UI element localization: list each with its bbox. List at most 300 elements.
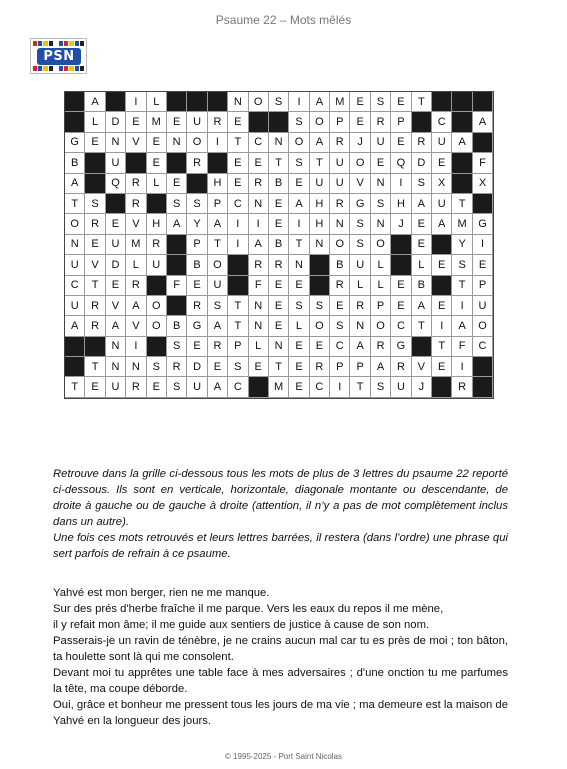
grid-letter: N	[249, 296, 269, 316]
grid-block	[228, 276, 248, 296]
grid-letter: J	[391, 214, 411, 234]
grid-letter: O	[147, 316, 167, 336]
grid-letter: E	[249, 357, 269, 377]
grid-letter: I	[208, 133, 228, 153]
grid-letter: E	[432, 153, 452, 173]
grid-letter: D	[187, 357, 207, 377]
grid-block	[85, 153, 105, 173]
grid-letter: D	[106, 112, 126, 132]
grid-letter: G	[391, 337, 411, 357]
grid-letter: J	[350, 133, 370, 153]
grid-letter: E	[126, 112, 146, 132]
grid-letter: I	[473, 235, 493, 255]
grid-letter: I	[452, 357, 472, 377]
grid-letter: T	[452, 194, 472, 214]
grid-block	[65, 337, 85, 357]
grid-letter: E	[391, 133, 411, 153]
grid-letter: V	[126, 133, 146, 153]
grid-letter: C	[228, 377, 248, 397]
flag-icon	[64, 66, 68, 71]
grid-letter: F	[249, 276, 269, 296]
grid-letter: I	[330, 377, 350, 397]
flag-icon	[59, 41, 63, 46]
grid-letter: P	[208, 194, 228, 214]
grid-letter: V	[85, 255, 105, 275]
grid-letter: R	[391, 357, 411, 377]
grid-letter: O	[330, 235, 350, 255]
grid-letter: E	[350, 92, 370, 112]
grid-letter: L	[147, 174, 167, 194]
grid-letter: N	[350, 316, 370, 336]
grid-letter: E	[432, 255, 452, 275]
grid-letter: N	[249, 316, 269, 336]
psalm-line: Yahvé est mon berger, rien ne me manque.	[53, 587, 270, 599]
grid-letter: M	[126, 235, 146, 255]
flag-icon	[49, 66, 53, 71]
psalm-line: Sur des prés d'herbe fraîche il me parque. Vers les eaux du repos il me mène,	[53, 603, 444, 615]
grid-letter: C	[65, 276, 85, 296]
flag-icon	[38, 66, 42, 71]
grid-letter: A	[310, 92, 330, 112]
grid-block	[167, 235, 187, 255]
grid-letter: G	[187, 316, 207, 336]
grid-letter: E	[350, 112, 370, 132]
grid-letter: A	[452, 133, 472, 153]
grid-letter: N	[106, 337, 126, 357]
grid-letter: B	[412, 276, 432, 296]
grid-letter: R	[249, 255, 269, 275]
grid-letter: I	[228, 214, 248, 234]
grid-block	[473, 194, 493, 214]
grid-letter: Q	[106, 174, 126, 194]
grid-letter: F	[167, 276, 187, 296]
flag-icon	[69, 66, 73, 71]
grid-letter: S	[310, 296, 330, 316]
signal-flags-icon	[33, 41, 84, 46]
grid-letter: N	[371, 214, 391, 234]
grid-letter: N	[126, 357, 146, 377]
grid-letter: I	[228, 235, 248, 255]
grid-letter: S	[330, 316, 350, 336]
grid-letter: E	[289, 337, 309, 357]
grid-letter: N	[289, 255, 309, 275]
footer-copyright: © 1995-2025 - Port Saint Nicolas	[224, 752, 343, 761]
grid-letter: R	[330, 276, 350, 296]
grid-letter: E	[187, 276, 207, 296]
grid-letter: B	[269, 235, 289, 255]
grid-letter: R	[208, 337, 228, 357]
grid-block	[412, 112, 432, 132]
grid-letter: A	[310, 133, 330, 153]
grid-letter: R	[371, 337, 391, 357]
grid-letter: S	[228, 357, 248, 377]
grid-letter: I	[289, 214, 309, 234]
grid-letter: J	[412, 377, 432, 397]
grid-block	[473, 133, 493, 153]
grid-letter: U	[371, 133, 391, 153]
grid-letter: E	[85, 377, 105, 397]
grid-letter: A	[289, 194, 309, 214]
grid-letter: S	[371, 377, 391, 397]
grid-block	[473, 377, 493, 397]
flag-icon	[59, 66, 63, 71]
grid-letter: S	[289, 153, 309, 173]
grid-letter: O	[473, 316, 493, 336]
grid-letter: Y	[452, 235, 472, 255]
grid-letter: O	[289, 133, 309, 153]
grid-letter: D	[106, 255, 126, 275]
grid-letter: I	[289, 92, 309, 112]
grid-letter: N	[249, 194, 269, 214]
grid-letter: E	[147, 377, 167, 397]
flag-icon	[64, 41, 68, 46]
grid-letter: M	[452, 214, 472, 234]
grid-block	[208, 92, 228, 112]
grid-letter: C	[228, 194, 248, 214]
grid-letter: C	[432, 112, 452, 132]
grid-letter: R	[371, 112, 391, 132]
grid-letter: U	[106, 153, 126, 173]
grid-letter: E	[432, 357, 452, 377]
grid-letter: A	[371, 357, 391, 377]
grid-letter: A	[350, 337, 370, 357]
grid-letter: P	[330, 112, 350, 132]
grid-letter: B	[167, 316, 187, 336]
grid-letter: U	[432, 194, 452, 214]
grid-block	[167, 296, 187, 316]
grid-letter: R	[147, 235, 167, 255]
grid-letter: O	[310, 316, 330, 336]
grid-letter: C	[391, 316, 411, 336]
grid-block	[249, 112, 269, 132]
grid-letter: S	[371, 194, 391, 214]
flag-icon	[33, 41, 37, 46]
grid-letter: E	[147, 153, 167, 173]
grid-letter: V	[412, 357, 432, 377]
grid-letter: U	[106, 235, 126, 255]
grid-letter: A	[65, 174, 85, 194]
grid-letter: P	[228, 337, 248, 357]
grid-letter: A	[126, 296, 146, 316]
grid-block	[310, 276, 330, 296]
grid-letter: U	[65, 255, 85, 275]
grid-letter: E	[85, 133, 105, 153]
grid-block	[310, 255, 330, 275]
grid-letter: N	[269, 133, 289, 153]
grid-letter: L	[249, 337, 269, 357]
grid-letter: E	[289, 357, 309, 377]
flag-icon	[38, 41, 42, 46]
grid-letter: H	[147, 214, 167, 234]
grid-letter: T	[65, 194, 85, 214]
grid-letter: L	[147, 92, 167, 112]
grid-letter: E	[289, 276, 309, 296]
grid-block	[147, 337, 167, 357]
grid-letter: T	[289, 235, 309, 255]
grid-letter: R	[452, 377, 472, 397]
grid-letter: H	[310, 194, 330, 214]
grid-letter: R	[167, 357, 187, 377]
grid-letter: N	[310, 235, 330, 255]
grid-letter: O	[147, 296, 167, 316]
grid-letter: S	[350, 214, 370, 234]
flag-icon	[49, 41, 53, 46]
grid-letter: A	[249, 235, 269, 255]
grid-letter: E	[228, 112, 248, 132]
grid-block	[167, 92, 187, 112]
grid-letter: O	[65, 214, 85, 234]
grid-block	[391, 235, 411, 255]
grid-letter: Q	[391, 153, 411, 173]
grid-letter: N	[106, 357, 126, 377]
psalm-text	[53, 585, 508, 729]
grid-letter: N	[65, 235, 85, 255]
grid-letter: U	[391, 377, 411, 397]
grid-block	[167, 153, 187, 173]
grid-letter: P	[187, 235, 207, 255]
grid-letter: N	[167, 133, 187, 153]
grid-block	[126, 153, 146, 173]
grid-letter: T	[65, 377, 85, 397]
grid-block	[147, 276, 167, 296]
grid-letter: N	[228, 92, 248, 112]
grid-letter: A	[208, 316, 228, 336]
grid-letter: H	[391, 194, 411, 214]
grid-block	[412, 337, 432, 357]
grid-block	[65, 357, 85, 377]
grid-letter: E	[289, 377, 309, 397]
grid-letter: U	[187, 377, 207, 397]
grid-letter: R	[85, 316, 105, 336]
grid-letter: E	[391, 296, 411, 316]
grid-block	[187, 92, 207, 112]
grid-letter: I	[452, 296, 472, 316]
grid-letter: X	[432, 174, 452, 194]
grid-block	[473, 92, 493, 112]
grid-letter: S	[147, 357, 167, 377]
grid-letter: T	[228, 316, 248, 336]
flag-icon	[43, 41, 47, 46]
grid-letter: S	[371, 92, 391, 112]
grid-letter: U	[106, 377, 126, 397]
grid-letter: T	[350, 377, 370, 397]
grid-letter: S	[187, 194, 207, 214]
grid-letter: I	[126, 92, 146, 112]
grid-letter: P	[350, 357, 370, 377]
grid-letter: I	[432, 316, 452, 336]
grid-letter: U	[310, 174, 330, 194]
grid-block	[452, 112, 472, 132]
grid-letter: B	[330, 255, 350, 275]
instructions-paragraph: Une fois ces mots retrouvés et leurs lettres barrées, il restera (dans l’ordre) une phrase qui sert parfois de refrain à ce psaume.	[53, 532, 508, 560]
flag-icon	[54, 66, 58, 71]
grid-letter: L	[371, 276, 391, 296]
grid-letter: O	[371, 235, 391, 255]
word-search-grid	[64, 91, 494, 399]
grid-letter: G	[65, 133, 85, 153]
psalm-line: il y refait mon âme; il me guide aux sentiers de justice à cause de son nom.	[53, 619, 430, 631]
grid-letter: A	[167, 214, 187, 234]
grid-letter: A	[412, 194, 432, 214]
grid-letter: E	[391, 276, 411, 296]
grid-letter: R	[310, 357, 330, 377]
grid-letter: R	[330, 133, 350, 153]
grid-letter: U	[147, 255, 167, 275]
grid-letter: C	[473, 337, 493, 357]
grid-letter: N	[330, 214, 350, 234]
grid-letter: A	[208, 377, 228, 397]
grid-letter: E	[106, 276, 126, 296]
grid-letter: E	[432, 296, 452, 316]
grid-letter: R	[187, 153, 207, 173]
grid-letter: T	[412, 316, 432, 336]
grid-block	[65, 92, 85, 112]
grid-letter: S	[269, 92, 289, 112]
grid-letter: O	[187, 133, 207, 153]
grid-letter: A	[85, 92, 105, 112]
psalm-line: Devant moi tu apprêtes une table face à mes adversaires ; d'une onction tu me parfumes la tête, ma coupe déborde.	[53, 667, 508, 695]
grid-letter: R	[269, 255, 289, 275]
grid-letter: R	[85, 296, 105, 316]
grid-letter: S	[167, 194, 187, 214]
grid-letter: V	[350, 174, 370, 194]
grid-letter: R	[126, 194, 146, 214]
flag-icon	[75, 41, 79, 46]
grid-letter: R	[187, 296, 207, 316]
grid-letter: U	[187, 112, 207, 132]
grid-letter: R	[126, 174, 146, 194]
grid-letter: A	[412, 296, 432, 316]
psn-logo	[30, 38, 87, 74]
flag-icon	[54, 41, 58, 46]
grid-letter: E	[228, 174, 248, 194]
grid-letter: P	[371, 296, 391, 316]
grid-letter: A	[473, 112, 493, 132]
grid-block	[228, 255, 248, 275]
grid-block	[452, 174, 472, 194]
instructions	[53, 466, 508, 562]
grid-letter: O	[350, 153, 370, 173]
grid-letter: S	[412, 174, 432, 194]
grid-letter: V	[126, 214, 146, 234]
signal-flags-icon	[33, 66, 84, 71]
grid-letter: L	[371, 255, 391, 275]
grid-letter: E	[208, 357, 228, 377]
grid-block	[65, 112, 85, 132]
flag-icon	[43, 66, 47, 71]
grid-letter: R	[249, 174, 269, 194]
grid-letter: S	[289, 112, 309, 132]
grid-letter: E	[147, 133, 167, 153]
grid-block	[208, 153, 228, 173]
grid-block	[432, 276, 452, 296]
flag-icon	[75, 66, 79, 71]
grid-letter: E	[310, 337, 330, 357]
grid-letter: U	[350, 255, 370, 275]
grid-letter: G	[350, 194, 370, 214]
grid-letter: I	[249, 214, 269, 234]
grid-letter: A	[432, 214, 452, 234]
grid-letter: E	[371, 153, 391, 173]
grid-letter: E	[391, 92, 411, 112]
psalm-line: Passerais-je un ravin de ténèbre, je ne crains aucun mal car tu es près de moi ; ton bâton, ta houlette sont là qui me consolent.	[53, 635, 508, 663]
grid-letter: E	[187, 337, 207, 357]
grid-letter: U	[330, 174, 350, 194]
grid-letter: E	[473, 255, 493, 275]
grid-letter: U	[473, 296, 493, 316]
grid-letter: N	[269, 337, 289, 357]
grid-letter: T	[412, 92, 432, 112]
grid-block	[432, 92, 452, 112]
grid-letter: B	[187, 255, 207, 275]
grid-block	[106, 194, 126, 214]
grid-letter: L	[412, 255, 432, 275]
grid-letter: M	[269, 377, 289, 397]
grid-block	[85, 337, 105, 357]
grid-letter: F	[452, 337, 472, 357]
grid-letter: E	[412, 235, 432, 255]
grid-letter: R	[412, 133, 432, 153]
grid-letter: R	[330, 194, 350, 214]
grid-letter: N	[106, 133, 126, 153]
page-title: Psaume 22 – Mots mêlés	[215, 13, 352, 27]
grid-letter: T	[208, 235, 228, 255]
grid-letter: V	[126, 316, 146, 336]
grid-letter: C	[249, 133, 269, 153]
grid-letter: U	[65, 296, 85, 316]
grid-letter: L	[85, 112, 105, 132]
grid-block	[432, 235, 452, 255]
grid-letter: T	[228, 133, 248, 153]
grid-block	[106, 92, 126, 112]
grid-letter: E	[269, 296, 289, 316]
grid-letter: C	[330, 337, 350, 357]
grid-block	[147, 194, 167, 214]
grid-block	[432, 377, 452, 397]
grid-letter: R	[126, 377, 146, 397]
grid-letter: R	[126, 276, 146, 296]
grid-letter: B	[269, 174, 289, 194]
grid-letter: L	[289, 316, 309, 336]
grid-letter: U	[432, 133, 452, 153]
grid-letter: I	[391, 174, 411, 194]
grid-letter: P	[391, 112, 411, 132]
grid-letter: R	[350, 296, 370, 316]
grid-letter: E	[412, 214, 432, 234]
psalm-line: Oui, grâce et bonheur me pressent tous les jours de ma vie ; ma demeure est la maison de Yahvé en la longueur des jours.	[53, 699, 508, 727]
grid-letter: L	[350, 276, 370, 296]
grid-letter: E	[85, 235, 105, 255]
grid-letter: L	[126, 255, 146, 275]
grid-letter: E	[167, 174, 187, 194]
grid-letter: A	[208, 214, 228, 234]
grid-letter: M	[330, 92, 350, 112]
flag-icon	[33, 66, 37, 71]
flag-icon	[69, 41, 73, 46]
grid-letter: X	[473, 174, 493, 194]
grid-letter: E	[167, 112, 187, 132]
grid-letter: T	[228, 296, 248, 316]
grid-letter: E	[249, 153, 269, 173]
grid-letter: H	[310, 214, 330, 234]
logo-text: PSN	[37, 48, 81, 65]
grid-letter: E	[269, 194, 289, 214]
grid-letter: N	[371, 174, 391, 194]
grid-letter: T	[310, 153, 330, 173]
grid-letter: P	[473, 276, 493, 296]
grid-letter: P	[330, 357, 350, 377]
grid-letter: O	[249, 92, 269, 112]
